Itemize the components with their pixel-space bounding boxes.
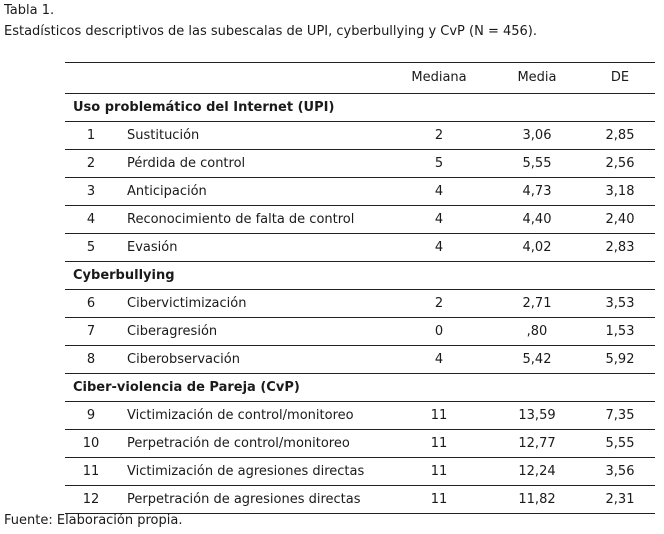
header-number xyxy=(65,63,127,94)
row-label: Perpetración de control/monitoreo xyxy=(127,430,389,458)
table-row xyxy=(65,234,655,262)
table-caption-label: Tabla 1. xyxy=(4,3,55,18)
row-number: 8 xyxy=(65,346,127,374)
row-de: 2,85 xyxy=(585,122,655,150)
row-number: 9 xyxy=(65,402,127,430)
row-de: 5,92 xyxy=(585,346,655,374)
row-mediana: 11 xyxy=(389,430,489,458)
header-row xyxy=(65,63,655,94)
group-row xyxy=(65,94,655,122)
row-mediana: 11 xyxy=(389,458,489,486)
row-mediana: 2 xyxy=(389,290,489,318)
descriptive-stats-table xyxy=(65,62,655,514)
group-title: Uso problemático del Internet (UPI) xyxy=(65,94,655,122)
row-media: 2,71 xyxy=(489,290,585,318)
row-de: 1,53 xyxy=(585,318,655,346)
group-title: Cyberbullying xyxy=(65,262,655,290)
group-title: Ciber-violencia de Pareja (CvP) xyxy=(65,374,655,402)
row-de: 7,35 xyxy=(585,402,655,430)
row-number: 2 xyxy=(65,150,127,178)
row-media: ,80 xyxy=(489,318,585,346)
row-number: 4 xyxy=(65,206,127,234)
row-mediana: 4 xyxy=(389,178,489,206)
table-row xyxy=(65,430,655,458)
row-label: Perpetración de agresiones directas xyxy=(127,486,389,514)
table-row xyxy=(65,486,655,514)
row-mediana: 5 xyxy=(389,150,489,178)
row-de: 2,83 xyxy=(585,234,655,262)
row-number: 12 xyxy=(65,486,127,514)
row-label: Anticipación xyxy=(127,178,389,206)
row-de: 3,53 xyxy=(585,290,655,318)
row-media: 12,77 xyxy=(489,430,585,458)
row-mediana: 4 xyxy=(389,206,489,234)
row-label: Pérdida de control xyxy=(127,150,389,178)
row-number: 7 xyxy=(65,318,127,346)
table-row xyxy=(65,206,655,234)
table-row xyxy=(65,458,655,486)
header-label xyxy=(127,63,389,94)
table-row xyxy=(65,346,655,374)
table-row xyxy=(65,290,655,318)
row-mediana: 11 xyxy=(389,402,489,430)
row-media: 4,02 xyxy=(489,234,585,262)
row-label: Victimización de control/monitoreo xyxy=(127,402,389,430)
table-row xyxy=(65,402,655,430)
row-media: 11,82 xyxy=(489,486,585,514)
row-number: 5 xyxy=(65,234,127,262)
row-label: Victimización de agresiones directas xyxy=(127,458,389,486)
header-de: DE xyxy=(585,63,655,94)
row-de: 2,40 xyxy=(585,206,655,234)
table-header xyxy=(65,63,655,94)
row-label: Cibervictimización xyxy=(127,290,389,318)
row-mediana: 11 xyxy=(389,486,489,514)
row-media: 12,24 xyxy=(489,458,585,486)
row-media: 4,40 xyxy=(489,206,585,234)
header-mediana: Mediana xyxy=(389,63,489,94)
row-label: Ciberagresión xyxy=(127,318,389,346)
row-mediana: 4 xyxy=(389,234,489,262)
row-label: Evasión xyxy=(127,234,389,262)
row-de: 3,18 xyxy=(585,178,655,206)
row-number: 6 xyxy=(65,290,127,318)
row-media: 5,55 xyxy=(489,150,585,178)
row-mediana: 4 xyxy=(389,346,489,374)
row-number: 3 xyxy=(65,178,127,206)
row-media: 4,73 xyxy=(489,178,585,206)
row-media: 13,59 xyxy=(489,402,585,430)
row-media: 5,42 xyxy=(489,346,585,374)
row-de: 2,56 xyxy=(585,150,655,178)
group-row xyxy=(65,374,655,402)
row-de: 5,55 xyxy=(585,430,655,458)
table-body xyxy=(65,94,655,514)
row-number: 11 xyxy=(65,458,127,486)
group-row xyxy=(65,262,655,290)
table-row xyxy=(65,122,655,150)
row-mediana: 0 xyxy=(389,318,489,346)
table-caption-title: Estadísticos descriptivos de las subescalas de UPI, cyberbullying y CvP (N = 456). xyxy=(4,24,537,39)
row-de: 3,56 xyxy=(585,458,655,486)
header-media: Media xyxy=(489,63,585,94)
table-row xyxy=(65,318,655,346)
row-label: Sustitución xyxy=(127,122,389,150)
row-number: 1 xyxy=(65,122,127,150)
row-media: 3,06 xyxy=(489,122,585,150)
row-label: Reconocimiento de falta de control xyxy=(127,206,389,234)
table-row xyxy=(65,150,655,178)
row-mediana: 2 xyxy=(389,122,489,150)
table-row xyxy=(65,178,655,206)
row-de: 2,31 xyxy=(585,486,655,514)
row-number: 10 xyxy=(65,430,127,458)
row-label: Ciberobservación xyxy=(127,346,389,374)
table-footnote: Fuente: Elaboración propia. xyxy=(4,513,183,528)
